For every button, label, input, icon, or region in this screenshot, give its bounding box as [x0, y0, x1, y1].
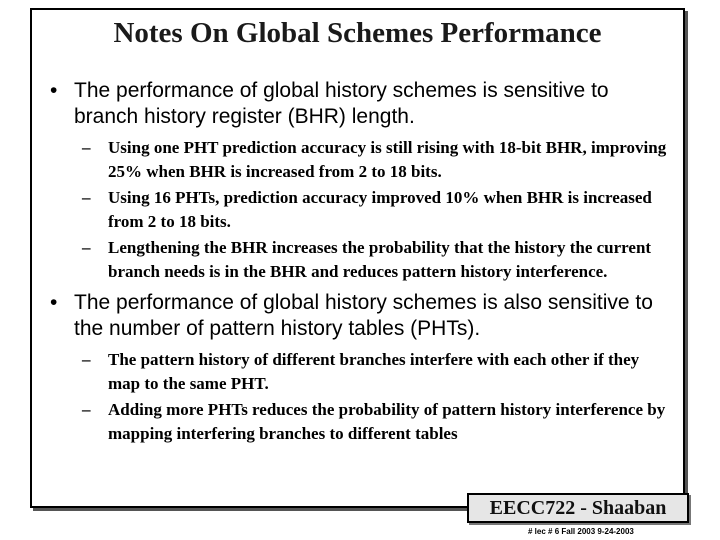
bullet-list	[50, 78, 670, 452]
course-badge-label: EECC722 - Shaaban	[489, 497, 667, 519]
dash-icon: –	[82, 350, 91, 369]
sub-bullet-text: Using one PHT prediction accuracy is still rising with 18-bit BHR, improving 25% when BHR is increased from 2 to 18 bits.	[108, 138, 667, 181]
sub-bullet-item	[50, 236, 670, 284]
sub-bullet-text: Adding more PHTs reduces the probability of pattern history interference by mapping interfering branches to different tables	[108, 400, 666, 443]
bullet-icon: •	[50, 79, 58, 102]
bullet-item	[50, 78, 670, 130]
dash-icon: –	[82, 138, 91, 157]
bullet-icon: •	[50, 291, 58, 314]
sub-bullet-text: Lengthening the BHR increases the probability that the history the current branch needs is in the BHR and reduces pattern history interference.	[108, 238, 652, 281]
dash-icon: –	[82, 188, 91, 207]
dash-icon: –	[82, 400, 91, 419]
sub-bullet-list	[50, 348, 670, 446]
sub-bullet-text: Using 16 PHTs, prediction accuracy improved 10% when BHR is increased from 2 to 18 bits.	[108, 188, 652, 231]
lecture-footer: # lec # 6 Fall 2003 9-24-2003	[528, 527, 634, 536]
bullet-text: The performance of global history schemes is also sensitive to the number of pattern history tables (PHTs).	[74, 291, 653, 340]
sub-bullet-item	[50, 348, 670, 396]
sub-bullet-list	[50, 136, 670, 284]
slide-title: Notes On Global Schemes Performance	[113, 17, 602, 49]
sub-bullet-item	[50, 398, 670, 446]
sub-bullet-item	[50, 186, 670, 234]
bullet-item	[50, 290, 670, 342]
bullet-text: The performance of global history schemes is sensitive to branch history register (BHR) length.	[74, 79, 609, 128]
sub-bullet-item	[50, 136, 670, 184]
dash-icon: –	[82, 238, 91, 257]
sub-bullet-text: The pattern history of different branches interfere with each other if they map to the same PHT.	[108, 350, 640, 393]
course-badge	[467, 493, 689, 523]
slide-frame	[30, 8, 685, 508]
